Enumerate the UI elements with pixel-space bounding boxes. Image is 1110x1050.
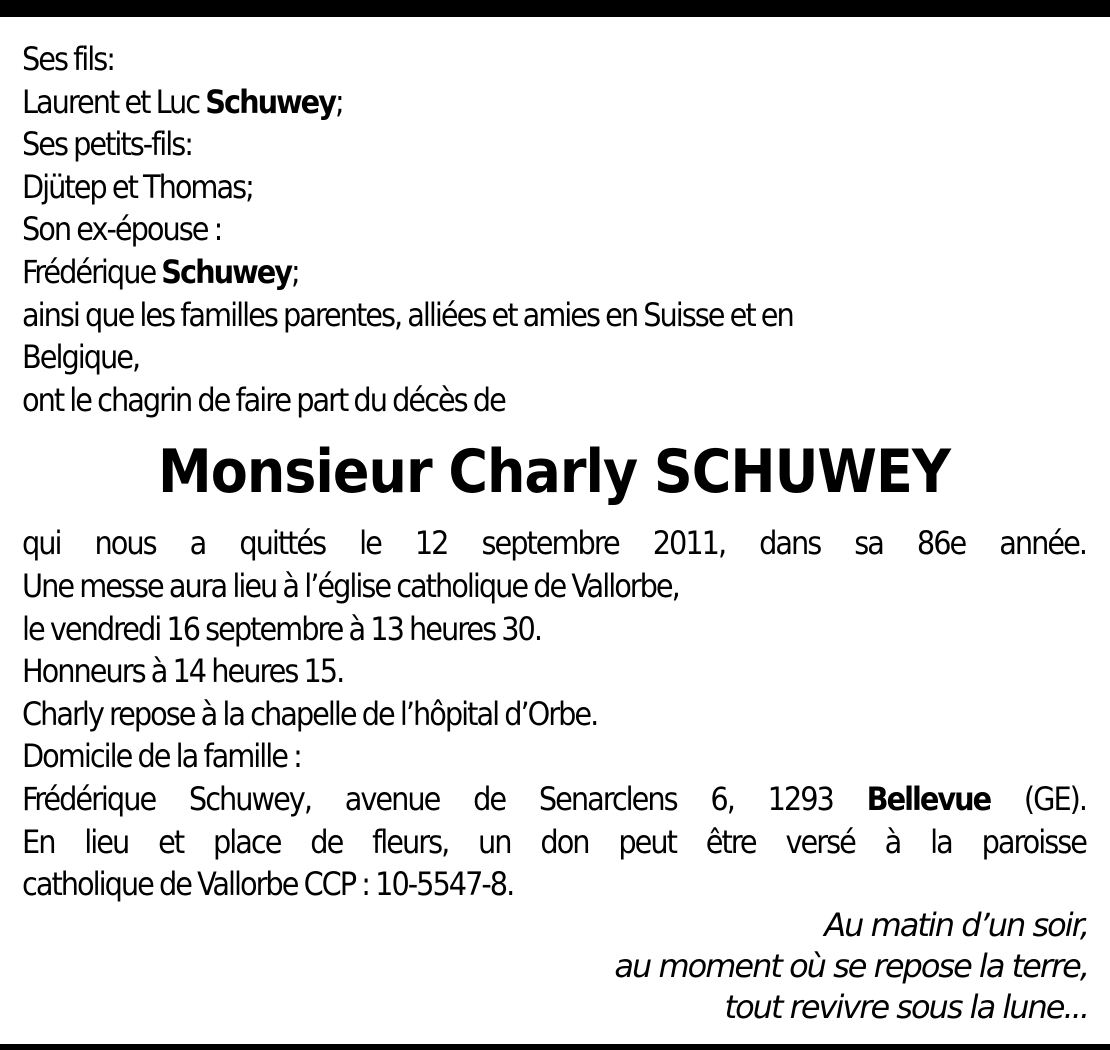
ex-wife-suffix: ; [290, 252, 299, 291]
obituary-text [22, 38, 1086, 906]
sons-names: Laurent et Luc [22, 82, 206, 121]
grandsons-names: Djütep et Thomas; [22, 167, 253, 206]
address-suffix: (GE). [990, 779, 1087, 818]
bottom-border-rule [0, 1044, 1110, 1050]
deceased-name: Monsieur Charly SCHUWEY [158, 437, 950, 508]
sons-heading: Ses fils: [22, 40, 114, 78]
ex-wife-line [22, 251, 1086, 294]
relatives-line-2: Belgique, [22, 338, 140, 377]
address-town: Bellevue [866, 779, 991, 818]
sons-surname: Schuwey [205, 82, 335, 121]
mass-line-2: le vendredi 16 septembre à 13 heures 30. [22, 609, 541, 648]
poem-line-3: tout revivre sous la lune... [724, 988, 1088, 1026]
address-prefix: Frédérique Schuwey, avenue de Senarclens 6, 1293 [22, 779, 867, 818]
announcement-line: ont le chagrin de faire part du décès de [22, 380, 505, 419]
ex-wife-heading: Son ex-épouse : [22, 210, 222, 249]
donation-line-2: catholique de Vallorbe CCP : 10-5547-8. [22, 865, 514, 904]
relatives-line-1: ainsi que les familles parentes, alliées et amies en Suisse et en [22, 295, 793, 334]
ex-wife-firstname: Frédérique [22, 252, 162, 291]
closing-poem [388, 905, 1088, 1028]
ex-wife-surname: Schuwey [161, 252, 291, 291]
sons-names-line [22, 81, 1086, 124]
address-line [22, 778, 1086, 821]
sons-suffix: ; [334, 82, 343, 121]
donation-line-1: En lieu et place de fleurs, un don peut être versé à la paroisse [22, 822, 1086, 861]
death-date-line: qui nous a quittés le 12 septembre 2011, dans sa 86e année. [22, 524, 1086, 563]
grandsons-heading: Ses petits-fils: [22, 125, 192, 164]
poem-line-1: Au matin d’un soir, [824, 906, 1088, 944]
honours-line: Honneurs à 14 heures 15. [22, 652, 344, 691]
top-border-rule [0, 0, 1110, 17]
poem-line-2: au moment où se repose la terre, [614, 947, 1088, 985]
domicile-heading: Domicile de la famille : [22, 737, 301, 776]
rest-place-line: Charly repose à la chapelle de l’hôpital d’Orbe. [22, 694, 598, 733]
mass-line-1: Une messe aura lieu à l’église catholique de Vallorbe, [22, 566, 679, 605]
